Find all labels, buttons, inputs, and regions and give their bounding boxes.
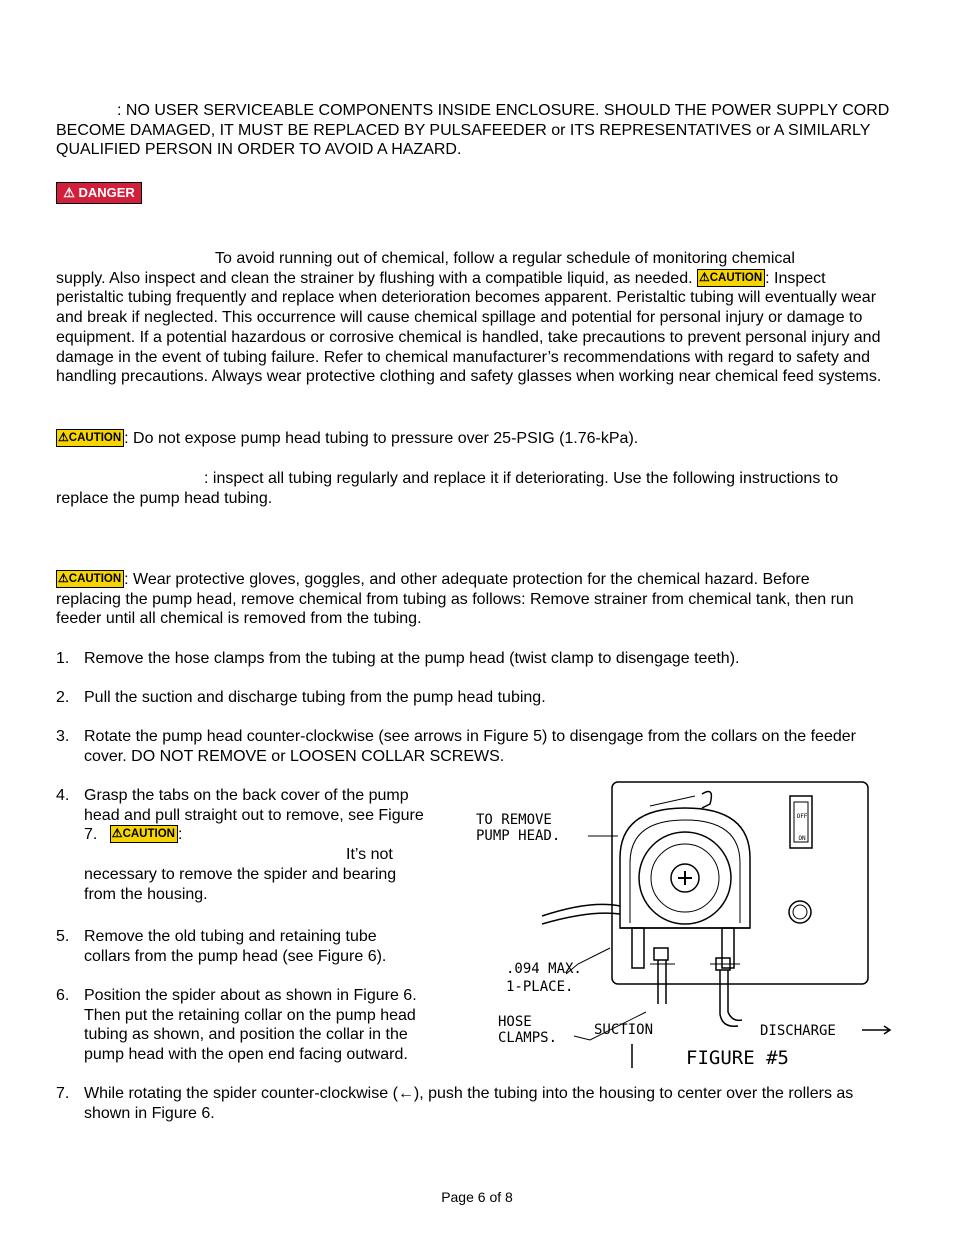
caution-badge: ⚠CAUTION xyxy=(110,825,178,843)
fig-label-max: .094 MAX. xyxy=(506,961,582,977)
step-4: Grasp the tabs on the back cover of the pump head and pull straight out to remove, see Figure 7. ⚠CAUTION : It’s not necessary to remove the spider and bearing from the housing. xyxy=(84,787,424,903)
indicator-light xyxy=(789,901,811,923)
step-number: 6. xyxy=(56,987,70,1004)
fig-label-clamps: CLAMPS. xyxy=(498,1030,558,1046)
step-3: Rotate the pump head counter-clockwise (see arrows in Figure 5) to disengage from the collars on the feeder cover. DO NOT REMOVE or LOOSEN COLLAR SCREWS. xyxy=(84,728,856,765)
step-number: 3. xyxy=(56,728,70,745)
fig-label-to-remove: TO REMOVE xyxy=(476,812,552,828)
fig-label-pump-head: PUMP HEAD. xyxy=(476,828,561,844)
switch-off-label: OFF xyxy=(796,813,808,820)
step-6: Position the spider about as shown in Figure 6. Then put the retaining collar on the pump head tubing as shown, and position the collar in the pump head with the open end facing outward. xyxy=(84,987,417,1064)
fig-label-discharge: DISCHARGE xyxy=(760,1023,836,1039)
caution-badge: ⚠CAUTION xyxy=(56,570,124,588)
pressure-caution: ⚠CAUTION : Do not expose pump head tubing to pressure over 25-PSIG (1.76-kPa). xyxy=(58,430,639,447)
warning-triangle-icon: ⚠ xyxy=(698,269,710,284)
fig-label-hose: HOSE xyxy=(498,1014,532,1030)
maint-rest: peristaltic tubing frequently and replace when deterioration becomes apparent. Peristaltic tubing will eventually wear and break if neglected. This occurrence will cause chemical spillage and potential for personal injury or damage to equipment. If a potential hazardous or corrosive chemical is handled, take precautions to prevent personal injury and damage in the event of tubing failure. Refer to chemical manufacturer’s recommendations with regard to safety and handling precautions. Always wear protective clothing and safety glasses when working near chemical feed systems. xyxy=(56,289,882,386)
step-number: 1. xyxy=(56,650,70,667)
step-number: 2. xyxy=(56,689,70,706)
warning-triangle-icon: ⚠ xyxy=(58,571,69,585)
caution-badge: ⚠CAUTION xyxy=(697,269,765,287)
maintenance-para xyxy=(56,249,898,387)
step-2: Pull the suction and discharge tubing from the pump head tubing. xyxy=(84,689,546,706)
gloves-caution-para: ⚠CAUTION : Wear protective gloves, goggles, and other adequate protection for the chemical hazard. Before replacing the pump head, remove chemical from tubing as follows: Remove strainer from chemical tank, then run feeder until all chemical is removed from the tubing. xyxy=(56,571,854,628)
fig-label-suction: SUCTION xyxy=(594,1022,654,1038)
figure-title: FIGURE #5 xyxy=(686,1047,789,1069)
switch-on-label: ON xyxy=(798,835,806,842)
danger-label: DANGER xyxy=(78,185,135,200)
maint-line2: supply. Also inspect and clean the strainer by flushing with a compatible liquid, as needed. ⚠CAUTION : Inspect xyxy=(56,269,826,287)
step-7: While rotating the spider counter-clockwise (←), push the tubing into the housing to center over the rollers as shown in Figure 6. xyxy=(84,1085,854,1122)
caution-badge: ⚠CAUTION xyxy=(56,429,124,447)
power-cord-warning: : NO USER SERVICEABLE COMPONENTS INSIDE ENCLOSURE. SHOULD THE POWER SUPPLY CORD BECOME DAMAGED, IT MUST BE REPLACED BY PULSAFEEDER or ITS REPRESENTATIVES or A SIMILARLY QUALIFIED PERSON IN ORDER TO AVOID A HAZARD. xyxy=(56,102,890,159)
maint-line1: To avoid running out of chemical, follow a regular schedule of monitoring chemical xyxy=(215,250,795,267)
step-number: 7. xyxy=(56,1085,70,1102)
warning-triangle-icon: ⚠ xyxy=(58,430,69,444)
step-5: Remove the old tubing and retaining tube collars from the pump head (see Figure 6). xyxy=(84,928,387,965)
inspect-tubing-para: : inspect all tubing regularly and replace it if deteriorating. Use the following instructions to replace the pump head tubing. xyxy=(56,470,839,507)
warning-triangle-icon: ⚠ xyxy=(111,826,123,841)
step-1: Remove the hose clamps from the tubing at the pump head (twist clamp to disengage teeth). xyxy=(84,650,740,667)
step-number: 4. xyxy=(56,787,70,804)
page-footer: Page 6 of 8 xyxy=(441,1189,513,1205)
hose-clamp xyxy=(654,948,668,960)
step-number: 5. xyxy=(56,928,70,945)
fig-label-place: 1-PLACE. xyxy=(506,979,574,995)
danger-badge xyxy=(56,182,142,204)
figure-5-pump-drawing xyxy=(470,778,900,1078)
warning-triangle-icon: ⚠ xyxy=(63,185,75,200)
